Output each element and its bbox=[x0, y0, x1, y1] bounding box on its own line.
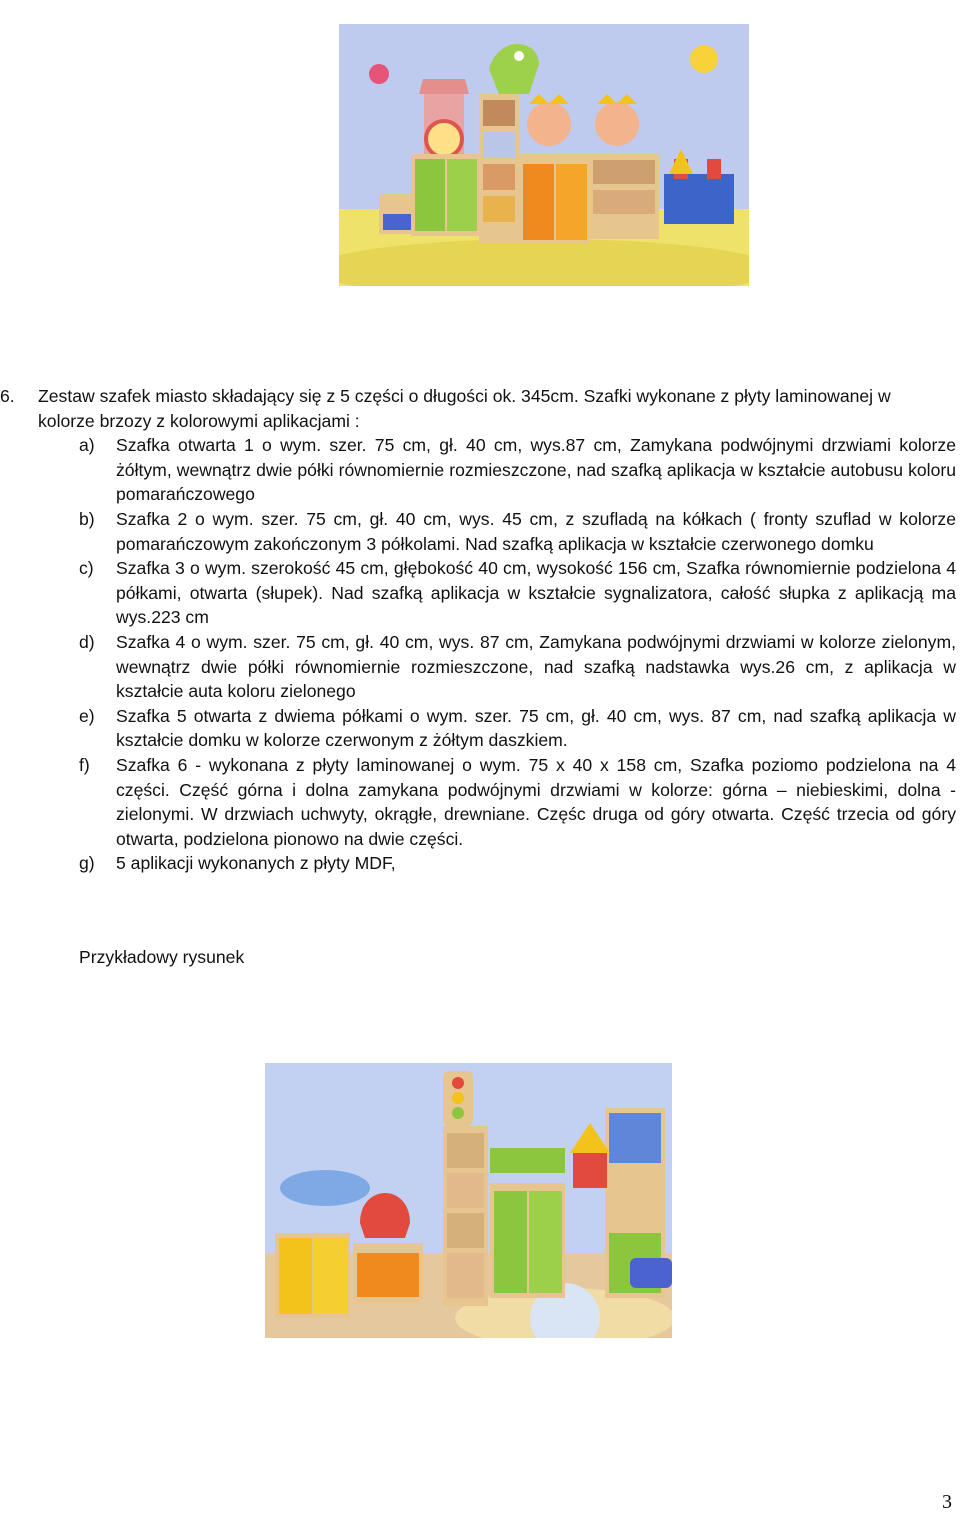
list-item-label: a) bbox=[79, 435, 95, 456]
list-item-text: Szafka 4 o wym. szer. 75 cm, gł. 40 cm, wys. 87 cm, Zamykana podwójnymi drzwiami w kolorze zielonym, wewnątrz dwie półki równomiernie rozmieszczone, nad szafką nadstawka wys.26 cm, z aplikacja w kształcie auta koloru zielonego bbox=[116, 631, 956, 702]
figure-caption: Przykładowy rysunek bbox=[79, 947, 245, 967]
list-item bbox=[0, 630, 960, 704]
photo-illustration bbox=[265, 1063, 672, 1338]
list-item-text: Szafka otwarta 1 o wym. szer. 75 cm, gł. 40 cm, wys.87 cm, Zamykana podwójnymi drzwiami kolorze żółtym, wewnątrz dwie półki równomiernie rozmieszczone, nad szafką aplikacja w kształcie autobusu koloru pomarańczowego bbox=[116, 435, 956, 505]
list-item-label: d) bbox=[79, 631, 95, 652]
list-item-label: g) bbox=[79, 853, 95, 874]
list-item bbox=[0, 851, 960, 876]
list-item-text: Szafka 3 o wym. szerokość 45 cm, głębokość 40 cm, wysokość 156 cm, Szafka równomiernie podzielona 4 półkami, otwarta (słupek). Nad szafką aplikacja w kształcie sygnalizatora, całość słupka z aplikacją ma wys.223 cm bbox=[116, 558, 956, 628]
list-item bbox=[0, 753, 960, 851]
list-item bbox=[0, 556, 960, 630]
section-intro-text: Zestaw szafek miasto składający się z 5 części o długości ok. 345cm. Szafki wykonane z płyty laminowanej w kolorze brzozy z kolorowymi aplikacjami : bbox=[38, 386, 891, 431]
list-item-text: 5 aplikacji wykonanych z płyty MDF, bbox=[116, 853, 396, 874]
item-list bbox=[0, 433, 960, 876]
photo-illustration bbox=[339, 24, 749, 286]
list-item-label: e) bbox=[79, 705, 95, 726]
list-item bbox=[0, 704, 960, 753]
furniture-set-traffic-light-photo bbox=[265, 1063, 672, 1338]
page-number: 3 bbox=[942, 1491, 952, 1513]
list-item-label: b) bbox=[79, 508, 95, 529]
list-item-text: Szafka 6 - wykonana z płyty laminowanej o wym. 75 x 40 x 158 cm, Szafka poziomo podzielona na 4 części. Część górna i dolna zamykana podwójnymi drzwiami w kolorze: górna – niebieskimi, dolna - zielonymi. W drzwiach uchwyty, okrągłe, drewniane. Częśc druga od góry otwarta. Część trzecia od góry otwarta, podzielona pionowo na dwie części. bbox=[116, 754, 956, 849]
section-number: 6. bbox=[0, 386, 15, 406]
list-item-text: Szafka 2 o wym. szer. 75 cm, gł. 40 cm, wys. 45 cm, z szufladą na kółkach ( fronty szuflad w kolorze pomarańczowym zakończonym 3 półkolami. Nad szafką aplikacja w kształcie czerwonego domku bbox=[116, 508, 956, 554]
document-body bbox=[0, 384, 960, 876]
list-item-label: c) bbox=[79, 558, 94, 579]
list-item bbox=[0, 507, 960, 556]
section-intro bbox=[0, 384, 960, 433]
list-item-text: Szafka 5 otwarta z dwiema półkami o wym. szer. 75 cm, gł. 40 cm, wys. 87 cm, nad szafką aplikacja w kształcie domku w kolorze czerwonym z żółtym daszkiem. bbox=[116, 705, 956, 751]
list-item-label: f) bbox=[79, 754, 90, 775]
list-item bbox=[0, 433, 960, 507]
furniture-set-castle-photo bbox=[339, 24, 749, 286]
